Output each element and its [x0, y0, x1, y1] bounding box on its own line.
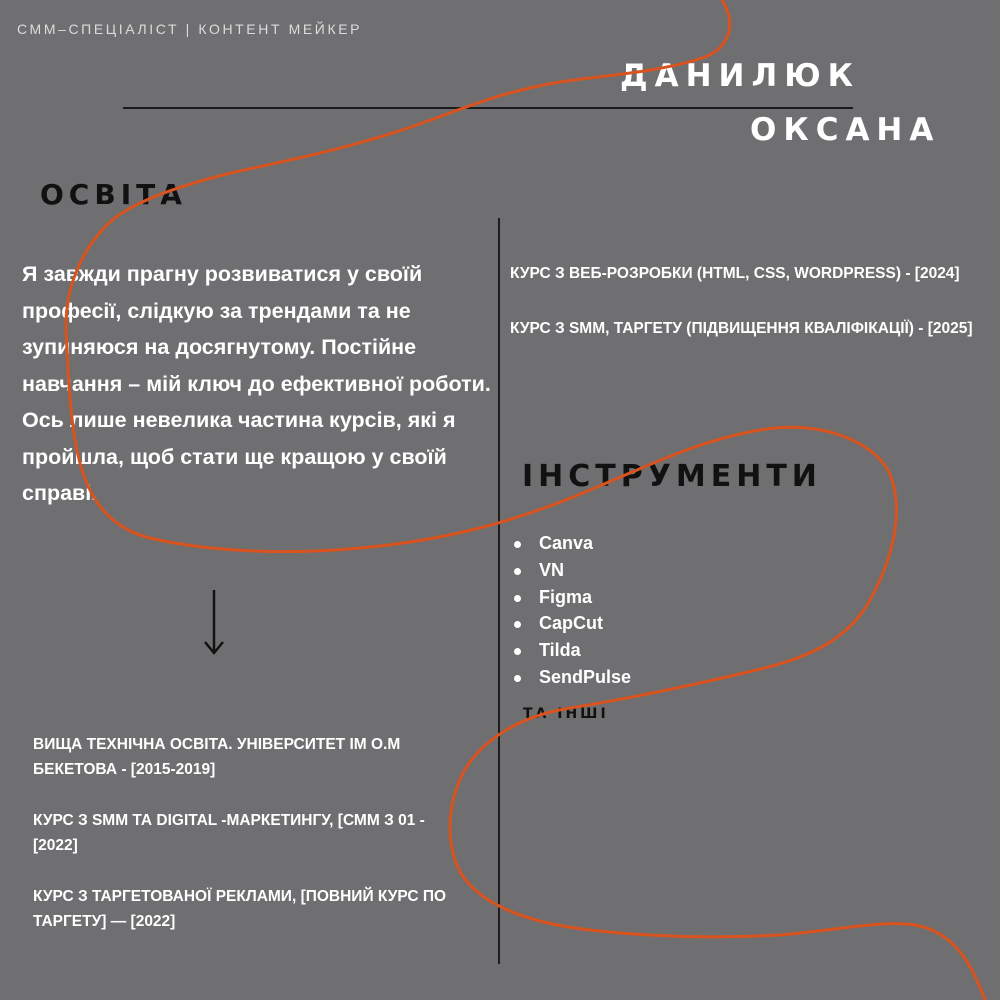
- tool-name: VN: [539, 559, 565, 580]
- education-item: КУРС З SMM, ТАРГЕТУ (ПІДВИЩЕННЯ КВАЛІФIКАЦІЇ) - [2025]: [510, 320, 973, 337]
- arrow-down-icon: [197, 588, 231, 656]
- tool-name: CapCut: [539, 613, 603, 634]
- tools-heading: ІНСТРУМЕНТИ: [522, 459, 822, 494]
- education-list-left: [33, 732, 463, 960]
- header-divider: [123, 107, 853, 109]
- tool-name: SendPulse: [539, 666, 632, 687]
- bullet-icon: [514, 595, 521, 602]
- name-first-line: ДАНИЛЮК: [620, 58, 860, 94]
- tools-list-item: [513, 530, 631, 557]
- bullet-icon: [514, 568, 521, 575]
- education-item: КУРС З ВЕБ-РОЗРОБКИ (HTML, CSS, WORDPRESS) - [2024]: [510, 265, 960, 282]
- tool-name: Canva: [539, 533, 594, 553]
- subtitle: СММ–СПЕЦІАЛІСТ | КОНТЕНТ МЕЙКЕР: [17, 21, 363, 37]
- education-list-right: [510, 261, 976, 371]
- education-item: КУРС З SMM ТА DIGITAL -МАРКЕТИНГУ, [СММ З 01 - [2022]: [33, 812, 425, 854]
- tool-name: Tilda: [539, 640, 581, 661]
- bullet-icon: [514, 648, 521, 655]
- tools-list-item: [513, 610, 631, 637]
- tool-name: Figma: [539, 586, 593, 607]
- column-divider: [498, 218, 500, 964]
- bullet-icon: [514, 541, 521, 548]
- tools-list-item: [513, 664, 631, 691]
- name-second-line: ОКСАНА: [750, 112, 941, 148]
- bullet-icon: [514, 675, 521, 682]
- education-item: КУРС З ТАРГЕТОВАНОЇ РЕКЛАМИ, [ПОВНИЙ КУРС ПО ТАРГЕТУ] — [2022]: [33, 888, 447, 930]
- education-intro: Я завжди прагну розвиватися у своїй професії, слідкую за трендами та не зупиняюся на досягнутому. Постійне навчання – мій ключ до ефективної роботи. Ось лише невелика частина курсів, які я пройшла, щоб стати ще кращою у своїй справі.: [22, 262, 491, 505]
- education-item: ВИЩА ТЕХНІЧНА ОСВІТА. УНІВЕРСИТЕТ ІМ О.М БЕКЕТОВА - [2015-2019]: [33, 736, 401, 778]
- tools-list: [513, 530, 631, 691]
- tools-footer: ТА ІНШІ: [523, 706, 609, 722]
- tools-list-item: [513, 584, 631, 611]
- bullet-icon: [514, 621, 521, 628]
- education-heading: ОСВІТА: [40, 178, 187, 211]
- tools-list-item: [513, 637, 631, 664]
- tools-list-item: [513, 557, 631, 584]
